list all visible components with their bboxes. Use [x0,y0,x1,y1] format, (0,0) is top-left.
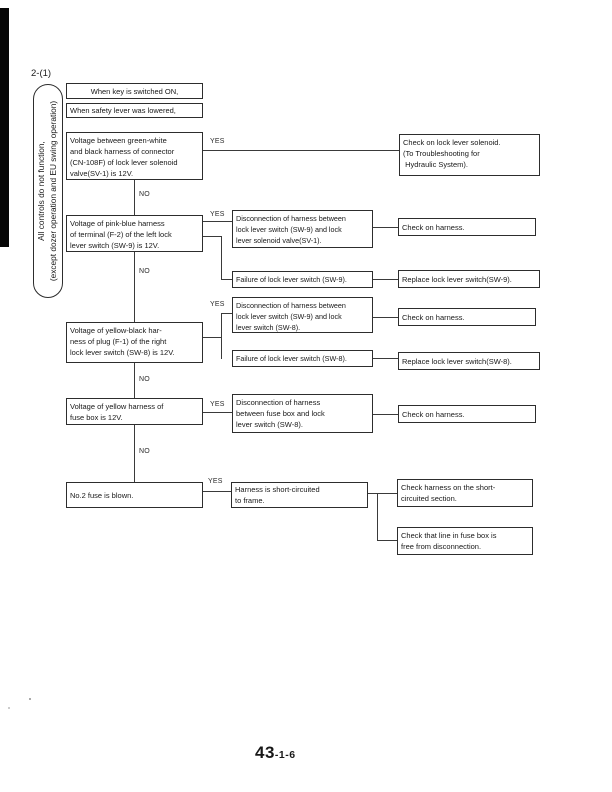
no-label: NO [139,268,150,275]
yes-label: YES [210,211,225,218]
cause-harness-disconnection-sw9-sv1: Disconnection of harness between lock lever switch (SW-9) and lock lever solenoid valve(SV-1). [232,210,373,248]
symptom-text: All controls do not function, (except dozer operation and EU swing operation) [36,100,58,282]
action-replace-sw8: Replace lock lever switch(SW-8). [398,352,540,370]
connector-line [373,317,398,318]
action-check-harness-3: Check on harness. [398,405,536,423]
connector-line [221,313,232,314]
cause-switch-failure-sw9: Failure of lock lever switch (SW-9). [232,271,373,288]
page-number-major: 43 [255,743,275,762]
action-check-harness-2: Check on harness. [398,308,536,326]
result-check-solenoid: Check on lock lever solenoid. (To Troubleshooting for Hydraulic System). [399,134,540,176]
connector-line [373,358,398,359]
yes-label: YES [210,301,225,308]
no-label: NO [139,448,150,455]
symptom-bubble [33,84,63,298]
no-label: NO [139,376,150,383]
yes-label: YES [210,138,225,145]
cause-harness-disconnection-fusebox: Disconnection of harness between fuse box and lock lever switch (SW-8). [232,394,373,433]
decision-solenoid-voltage: Voltage between green-white and black harness of connector (CN-108F) of lock lever solenoid valve(SV-1) is 12V. [66,132,203,180]
connector-line [134,252,135,322]
connector-line [203,337,222,338]
page-number [255,743,296,763]
yes-label: YES [210,401,225,408]
connector-line [203,491,231,492]
connector-line [134,425,135,482]
connector-line [203,412,232,413]
action-check-harness-1: Check on harness. [398,218,536,236]
connector-line [134,180,135,215]
connector-line [203,236,222,237]
connector-line [221,236,222,280]
connector-line [368,493,397,494]
decision-left-switch-voltage: Voltage of pink-blue harness of terminal (F-2) of the left lock lever switch (SW-9) is 12V. [66,215,203,252]
yes-label: YES [208,478,223,485]
decision-right-switch-voltage: Voltage of yellow-black har- ness of plug (F-1) of the right lock lever switch (SW-8) is 12V. [66,322,203,363]
connector-line [221,279,232,280]
cause-harness-disconnection-sw9-sw8: Disconnection of harness between lock lever switch (SW-9) and lock lever switch (SW-8). [232,297,373,333]
connector-line [373,227,398,228]
start-box-key-on: When key is switched ON, [66,83,203,99]
action-check-fusebox-line: Check that line in fuse box is free from disconnection. [397,527,533,555]
scan-artifact-bar [0,8,9,247]
section-ref: 2-(1) [31,68,52,79]
connector-line [377,540,397,541]
decision-fuse-blown: No.2 fuse is blown. [66,482,203,508]
decision-fusebox-voltage: Voltage of yellow harness of fuse box is 12V. [66,398,203,425]
connector-line [377,493,378,541]
no-label: NO [139,191,150,198]
action-check-short-circuit: Check harness on the short- circuited section. [397,479,533,507]
connector-line [203,150,399,151]
connector-line [134,363,135,398]
connector-line [373,414,398,415]
connector-line [221,313,222,359]
cause-switch-failure-sw8: Failure of lock lever switch (SW-8). [232,350,373,367]
connector-line [373,279,398,280]
scan-speck [29,698,31,700]
action-replace-sw9: Replace lock lever switch(SW-9). [398,270,540,288]
cause-harness-short: Harness is short-circuited to frame. [231,482,368,508]
page-number-minor: -1-6 [274,749,296,761]
scan-speck [8,707,10,709]
connector-line [203,221,232,222]
start-box-safety-lever: When safety lever was lowered, [66,103,203,118]
